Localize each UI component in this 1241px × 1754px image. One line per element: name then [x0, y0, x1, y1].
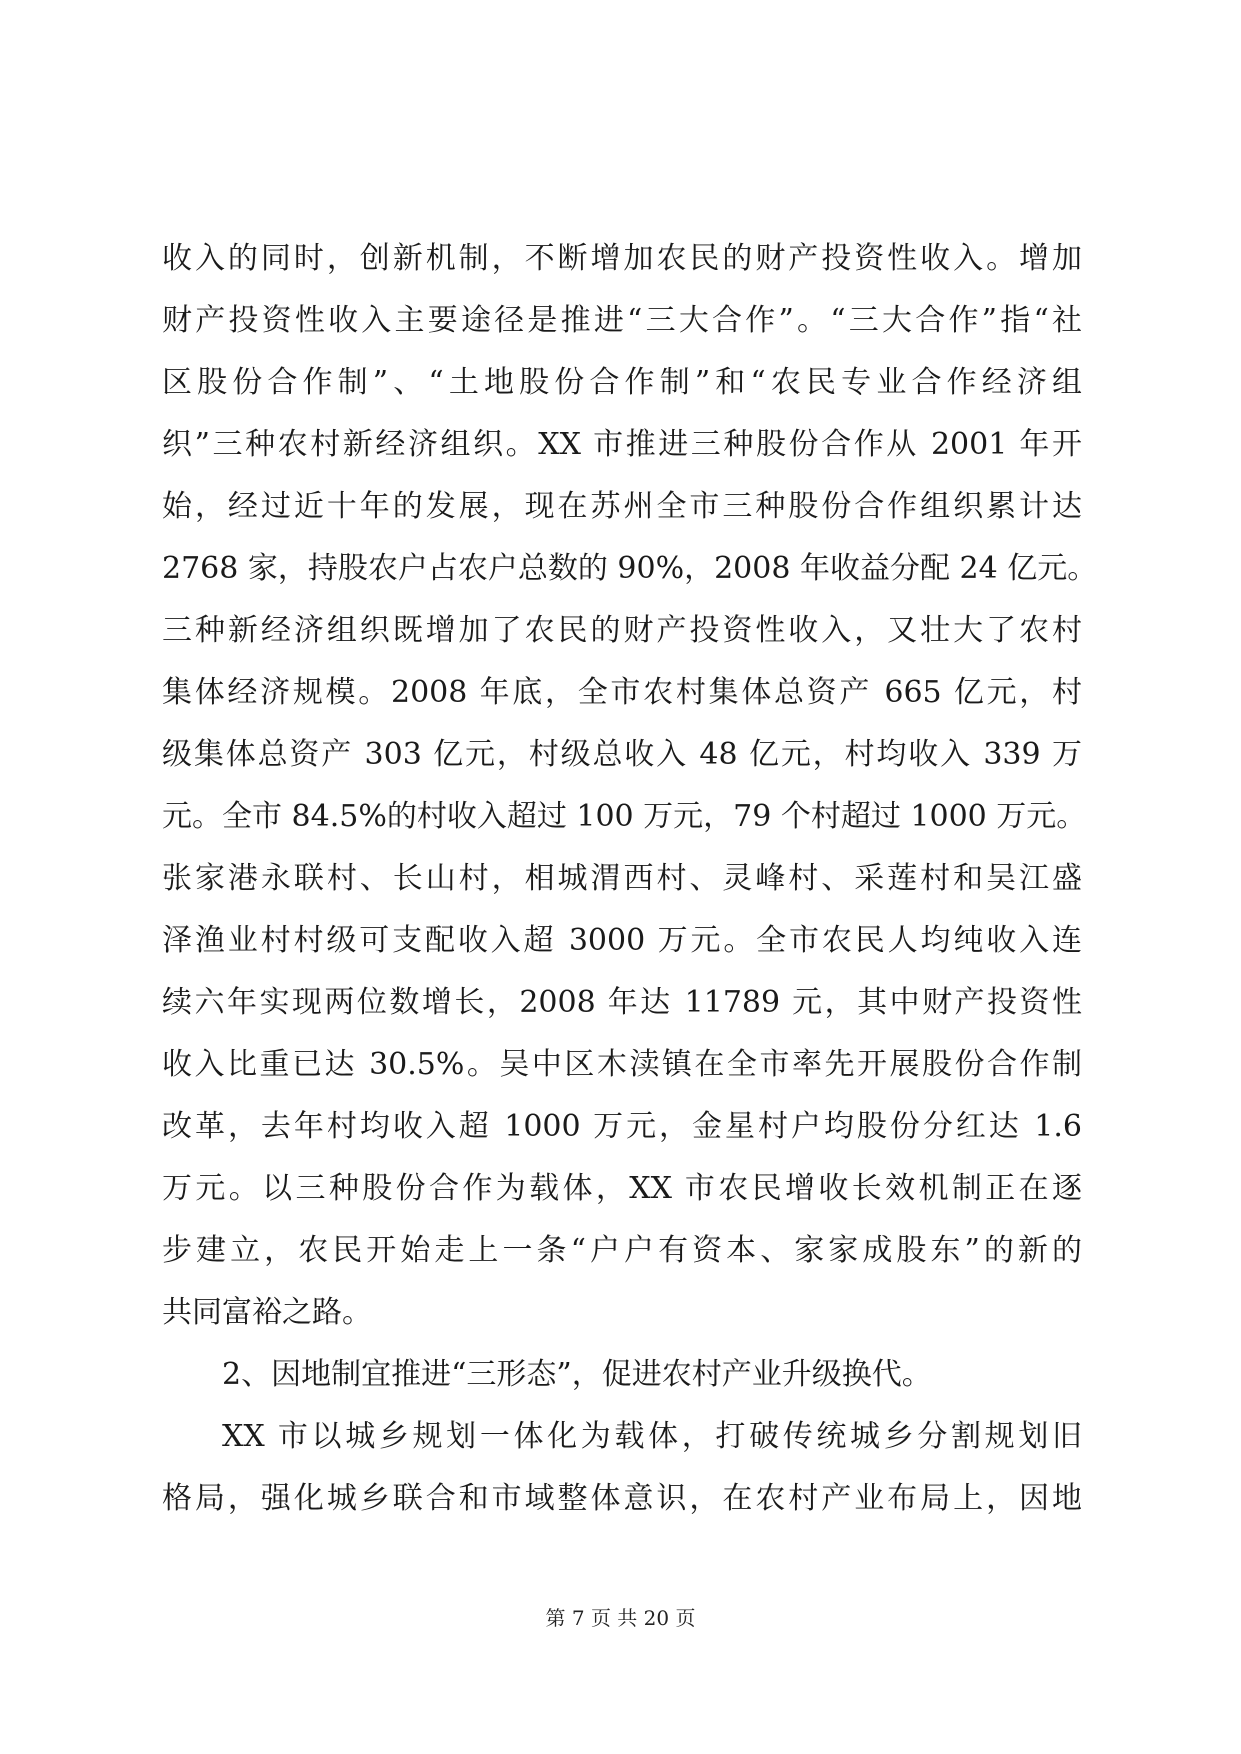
text-line: 2768 家，持股农户占农户总数的 90%，2008 年收益分配 24 亿元。 [162, 551, 1098, 586]
section-heading: 2、因地制宜推进“三形态”，促进农村产业升级换代。 [222, 1357, 932, 1392]
text-line: 集体经济规模。2008 年底，全市农村集体总资产 665 亿元，村 [162, 675, 1082, 710]
text-line: 万元。以三种股份合作为载体，XX 市农民增收长效机制正在逐 [162, 1171, 1082, 1206]
text-line: 三种新经济组织既增加了农民的财产投资性收入，又壮大了农村 [162, 613, 1082, 648]
text-line: 张家港永联村、长山村，相城渭西村、灵峰村、采莲村和吴江盛 [162, 861, 1082, 896]
text-line: XX 市以城乡规划一体化为载体，打破传统城乡分割规划旧 [222, 1419, 1082, 1454]
text-line: 收入比重已达 30.5%。吴中区木渎镇在全市率先开展股份合作制 [162, 1047, 1082, 1082]
text-line: 收入的同时，创新机制，不断增加农民的财产投资性收入。增加 [162, 241, 1082, 276]
text-line: 步建立，农民开始走上一条“户户有资本、家家成股东”的新的 [162, 1233, 1082, 1268]
text-line: 泽渔业村村级可支配收入超 3000 万元。全市农民人均纯收入连 [162, 923, 1082, 958]
page-footer: 第 7 页 共 20 页 [545, 1606, 696, 1630]
text-line: 格局，强化城乡联合和市域整体意识，在农村产业布局上，因地 [162, 1481, 1082, 1516]
text-line: 共同富裕之路。 [162, 1295, 372, 1330]
text-line: 续六年实现两位数增长，2008 年达 11789 元，其中财产投资性 [162, 985, 1082, 1020]
text-line: 始，经过近十年的发展，现在苏州全市三种股份合作组织累计达 [162, 489, 1082, 524]
text-line: 改革，去年村均收入超 1000 万元，金星村户均股份分红达 1.6 [162, 1109, 1082, 1144]
text-line: 级集体总资产 303 亿元，村级总收入 48 亿元，村均收入 339 万 [162, 737, 1082, 772]
text-line: 元。全市 84.5%的村收入超过 100 万元，79 个村超过 1000 万元。 [162, 799, 1087, 834]
text-line: 织”三种农村新经济组织。XX 市推进三种股份合作从 2001 年开 [162, 427, 1082, 462]
text-line: 财产投资性收入主要途径是推进“三大合作”。“三大合作”指“社 [162, 303, 1082, 338]
body-text [162, 228, 1098, 1530]
text-line: 区股份合作制”、“土地股份合作制”和“农民专业合作经济组 [162, 365, 1082, 400]
